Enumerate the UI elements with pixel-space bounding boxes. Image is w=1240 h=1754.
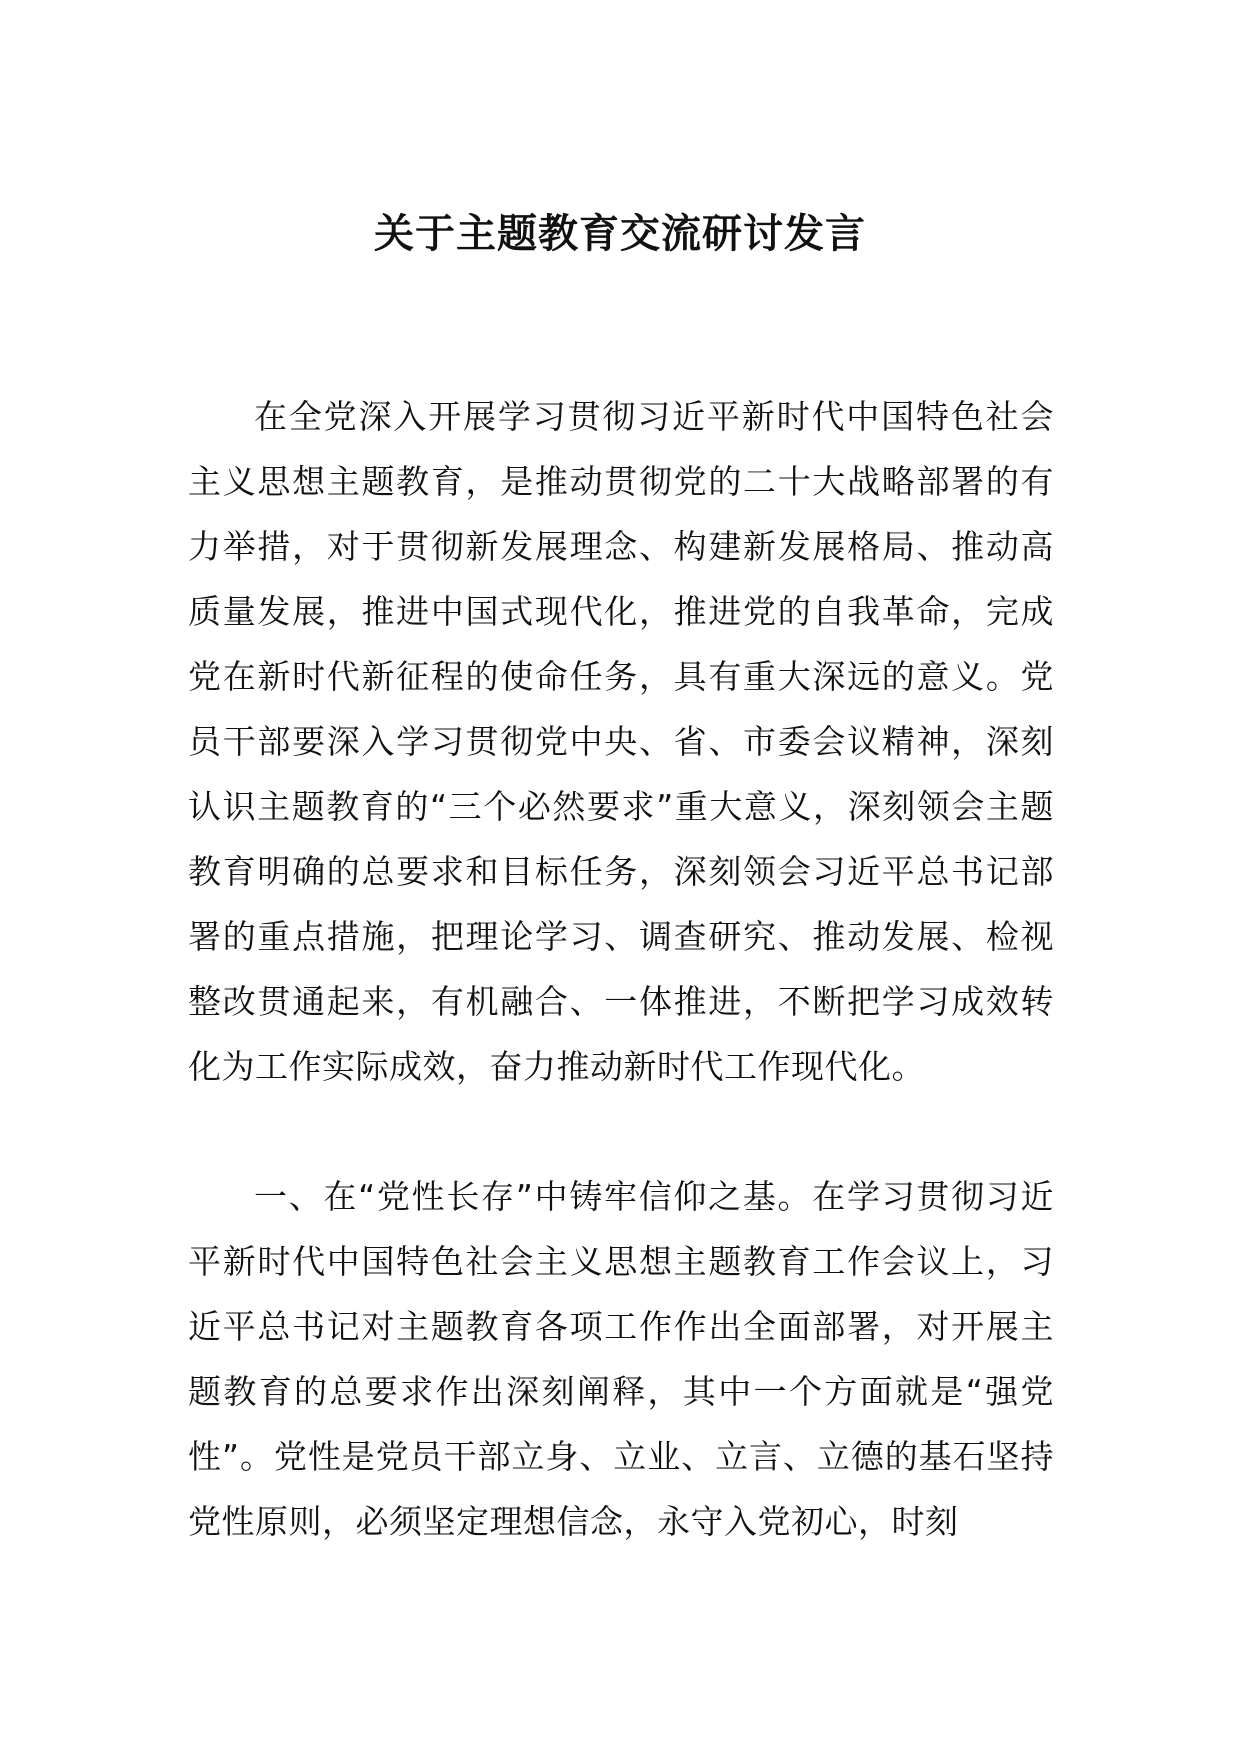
paragraph-introduction: 在全党深入开展学习贯彻习近平新时代中国特色社会主义思想主题教育，是推动贯彻党的二十大战略部署的有力举措，对于贯彻新发展理念、构建新发展格局、推动高质量发展，推进中国式现代化，推进党的自我革命，完成党在新时代新征程的使命任务，具有重大深远的意义。党员干部要深入学习贯彻党中央、省、市委会议精神，深刻认识主题教育的“三个必然要求”重大意义，深刻领会主题教育明确的总要求和目标任务，深刻领会习近平总书记部署的重点措施，把理论学习、调查研究、推动发展、检视整改贯通起来，有机融合、一体推进，不断把学习成效转化为工作实际成效，奋力推动新时代工作现代化。 <box>188 397 1054 1086</box>
paragraph-section-one: 一、在“党性长存”中铸牢信仰之基。在学习贯彻习近平新时代中国特色社会主义思想主题教育工作会议上，习近平总书记对主题教育各项工作作出全面部署，对开展主题教育的总要求作出深刻阐释，其中一个方面就是“强党性”。党性是党员干部立身、立业、立言、立德的基石坚持党性原则，必须坚定理想信念，永守入党初心，时刻 <box>188 1177 1054 1541</box>
document-title: 关于主题教育交流研讨发言 <box>374 211 866 257</box>
